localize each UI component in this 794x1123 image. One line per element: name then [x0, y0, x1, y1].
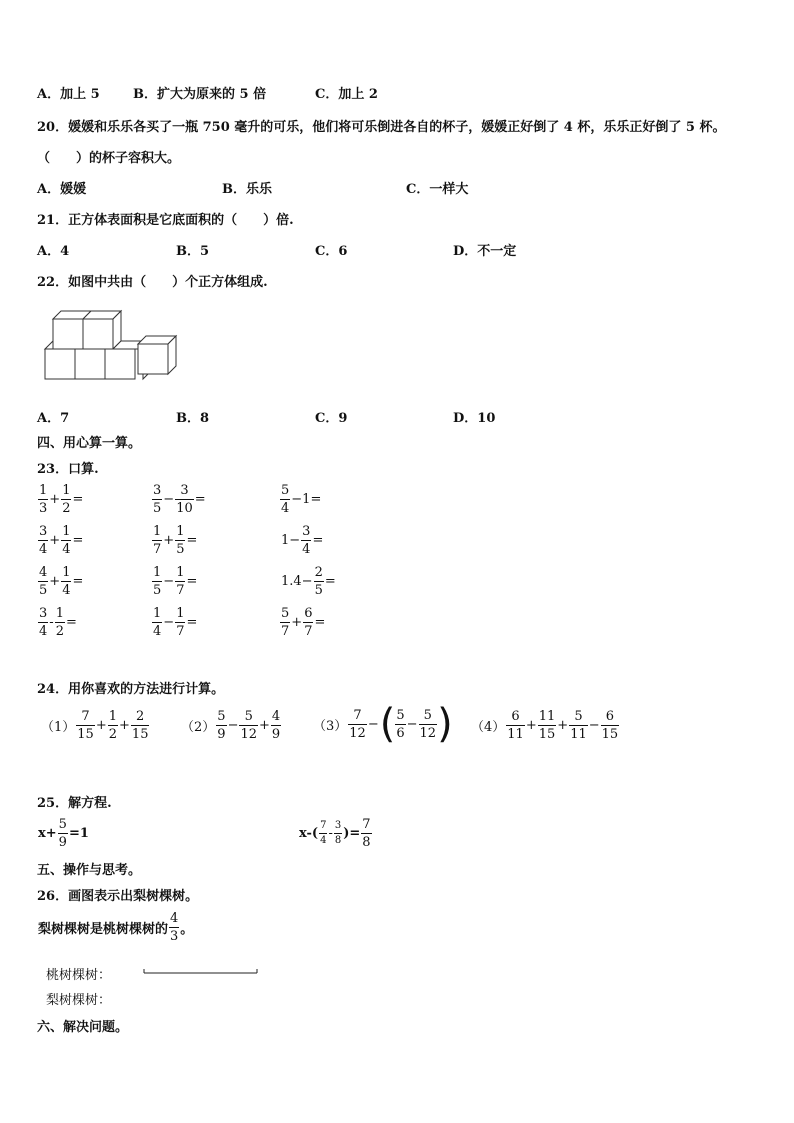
q24-expression-2: （2） $\frac{5}{9}$ − $\frac{5}{12}$ + $\frac{4}{9}$ — [181, 709, 281, 742]
q21-question: 21．正方体表面积是它底面积的（ ）倍. — [37, 213, 294, 228]
q24-question: 24．用你喜欢的方法进行计算。 — [37, 682, 225, 697]
q21-option-c: C．6 — [315, 244, 348, 259]
section-5-heading: 五、操作与思考。 — [37, 863, 142, 878]
q22-option-d: D．10 — [453, 411, 496, 426]
peach-tree-label: 桃树棵树： — [46, 968, 112, 983]
q23-item: $\frac{5}{4}$ −1= — [281, 483, 322, 516]
q22-option-a: A．7 — [37, 411, 70, 426]
q21-option-d: D．不一定 — [453, 244, 517, 259]
q20-option-c: C．一样大 — [406, 182, 469, 197]
cube-figure — [40, 306, 185, 386]
q20-option-b: B．乐乐 — [222, 182, 272, 197]
q25-equation-1: x+ $\frac{5}{9}$ =1 — [38, 817, 89, 850]
q24-expression-1: （1） $\frac{7}{15}$ + $\frac{1}{2}$ + $\frac{2}{15}$ — [41, 709, 149, 742]
pear-tree-label: 梨树棵树： — [46, 993, 112, 1008]
q23-item: $\frac{4}{5}$ + $\frac{1}{4}$ = — [39, 565, 84, 598]
section-4-heading: 四、用心算一算。 — [37, 436, 142, 451]
q20-option-a: A．媛媛 — [37, 182, 87, 197]
q22-question: 22．如图中共由（ ）个正方体组成. — [37, 275, 268, 290]
q21-option-a: A．4 — [37, 244, 70, 259]
q23-item: $\frac{3}{5}$ − $\frac{3}{10}$ = — [153, 483, 206, 516]
q25-question: 25．解方程. — [37, 796, 112, 811]
q23-question: 23．口算. — [37, 462, 99, 477]
q19-option-a: A．加上 5 — [37, 87, 100, 102]
q23-item: 1.4− $\frac{2}{5}$ = — [281, 565, 336, 598]
q23-item: $\frac{3}{4}$ - $\frac{1}{2}$ = — [39, 606, 77, 639]
q23-item: 1− $\frac{3}{4}$ = — [281, 524, 324, 557]
q23-item: $\frac{1}{4}$ − $\frac{1}{7}$ = — [153, 606, 198, 639]
q25-equation-2: x-( $\frac{7}{4}$ - $\frac{3}{8}$ )= $\frac{7}{8}$ — [299, 817, 371, 850]
q22-option-c: C．9 — [315, 411, 348, 426]
q26-condition: 梨树棵树是桃树棵树的 $\frac{4}{3}$ 。 — [38, 911, 194, 944]
section-6-heading: 六、解决问题。 — [37, 1020, 129, 1035]
q26-question: 26．画图表示出梨树棵树。 — [37, 889, 199, 904]
q23-item: $\frac{1}{7}$ + $\frac{1}{5}$ = — [153, 524, 198, 557]
q20-question-line2: （ ）的杯子容积大。 — [37, 151, 181, 166]
peach-tree-segment — [143, 966, 259, 976]
q20-question: 20．媛媛和乐乐各买了一瓶 750 毫升的可乐，他们将可乐倒进各自的杯子，媛媛正好倒了 4 杯，乐乐正好倒了 5 杯。 — [37, 120, 726, 135]
q19-option-c: C．加上 2 — [315, 87, 378, 102]
q22-option-b: B．8 — [176, 411, 210, 426]
q24-expression-4: （4） $\frac{6}{11}$ + $\frac{11}{15}$ + $\frac{5}{11}$ − $\frac{6}{15}$ — [471, 709, 619, 742]
q23-item: $\frac{3}{4}$ + $\frac{1}{4}$ = — [39, 524, 84, 557]
q23-item: $\frac{5}{7}$ + $\frac{6}{7}$ = — [281, 606, 326, 639]
q23-item: $\frac{1}{5}$ − $\frac{1}{7}$ = — [153, 565, 198, 598]
q24-expression-3: （3） $\frac{7}{12}$ −( $\frac{5}{6}$ − $\frac{5}{12}$ ) — [313, 701, 453, 747]
q19-option-b: B．扩大为原来的 5 倍 — [133, 87, 267, 102]
q23-item: $\frac{1}{3}$ + $\frac{1}{2}$ = — [39, 483, 84, 516]
q21-option-b: B．5 — [176, 244, 210, 259]
